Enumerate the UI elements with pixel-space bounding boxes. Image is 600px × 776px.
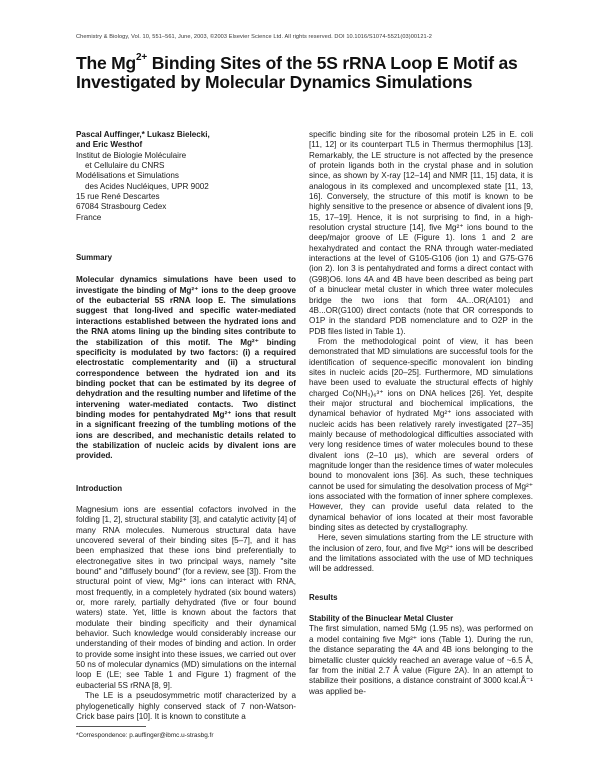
correspondence-footnote: *Correspondence: p.auffinger@ibmc.u-strasbg.fr	[76, 732, 214, 739]
affiliation-line: Institut de Biologie Moléculaire	[76, 150, 187, 160]
results-heading: Results	[309, 592, 338, 602]
affiliation-line: 67084 Strasbourg Cedex	[76, 202, 167, 212]
summary-heading: Summary	[76, 253, 112, 263]
title-superscript: 2+	[136, 52, 148, 64]
right-column	[309, 130, 533, 697]
journal-header: Chemistry & Biology, Vol. 10, 551–561, June, 2003, ©2003 Elsevier Science Ltd. All rights reserved. DOI 10.1016/S1074-5521(03)00121-2	[76, 34, 432, 40]
footnote-divider	[76, 726, 146, 727]
affiliation-line: Modélisations et Simulations	[76, 171, 179, 181]
summary-text: Molecular dynamics simulations have been used to investigate the binding of Mg²⁺ ions to the deep groove of the eubacterial 5S rRNA loop E. The simulations suggest that long-lived and specific water-mediated interactions established between the hydrated ions and the RNA atoms lining up the binding sites contribute to the stabilization of this motif. The Mg²⁺ binding specificity is modulated by two factors: (i) a required electrostatic complementarity and (ii) a structural correspondence between the hydrated ion and its binding pocket that can be estimated by its degree of dehydration and the resulting number and lifetime of the intervening water-mediated contacts. Two distinct binding modes for pentahydrated Mg²⁺ ions that result in a significant freezing of the tumbling motions of the ions are described, and mechanistic details related to the stabilization of nucleic acids by divalent ions are provided.	[76, 275, 296, 461]
results-subheading: Stability of the Binuclear Metal Cluster	[309, 614, 454, 624]
affiliation-line: 15 rue René Descartes	[76, 192, 160, 202]
introduction-section	[76, 484, 296, 723]
introduction-heading: Introduction	[76, 483, 123, 493]
body-paragraph: From the methodological point of view, it has been demonstrated that MD simulations are successful tools for the identification of sequence-specific monovalent ion binding sites in nucleic acids [20–25]. Furthermore, MD simulations have been used to evaluate the structural effects of highly charged Co(NH₃)₆³⁺ ions on DNA helices [26]. Yet, despite their major structural and biochemical implications, the dynamical behavior of hydrated Mg²⁺ ions associated with nucleic acids has been relatively rarely investigated [27–35] mainly because of methodological difficulties associated with very long residence times of water molecules bound to these divalent ions (2–10 µs), which are several orders of magnitude longer than the residence times of water molecules bound to monovalent ions [36]. As such, these techniques cannot be used for simulating the desolvation process of Mg²⁺ ions associated with the formation of inner sphere complexes. However, they can provide useful data related to the dynamical behavior of ions located at their most favorable binding sites as detected by crystallography.	[309, 336, 533, 533]
title-part1: The Mg	[76, 53, 137, 73]
summary-section	[76, 253, 296, 462]
body-paragraph: Here, seven simulations starting from the LE structure with the inclusion of zero, four, and five Mg²⁺ ions will be described and the limitations associated with the use of MD techniques will be addressed.	[309, 533, 533, 574]
body-paragraph: The first simulation, named 5Mg (1.95 ns), was performed on a model containing five Mg²⁺ ions (Table 1). During the run, the distance separating the 4A and 4B ions belonging to the bimetallic cluster quickly reached an average value of ~6.5 Å, far from the initial 2.7 Å value (Figure 2A). In an attempt to stabilize their positions, a distance constraint of 3000 kcal.Å⁻¹ was applied be-	[309, 624, 533, 696]
left-column	[76, 130, 296, 722]
article-title	[76, 54, 546, 92]
title-part2: Binding Sites of the 5S rRNA Loop E Motif as Investigated by Molecular Dynamics Simulations	[76, 53, 518, 92]
introduction-paragraph: The LE is a pseudosymmetric motif characterized by a phylogenetically highly conserved stack of 7 non-Watson-Crick base pairs [10]. It is known to constitute a	[76, 691, 296, 721]
affiliation-line: et Cellulaire du CNRS	[85, 161, 165, 171]
introduction-paragraph: Magnesium ions are essential cofactors involved in the folding [1, 2], structural stability [3], and catalytic activity [4] of many RNA molecules. Numerous structural data have uncovered several of their binding sites [5–7], and it has been emphasized that these ions bind preferentially to electronegative sites in two principal ways, namely "site bound" and "diffusely bound" (for a review, see [3]). From the structural point of view, Mg²⁺ ions can interact with RNA, most frequently, in a completely hydrated (six bound waters) or, more rarely, partially dehydrated (five or four bound waters) state. Yet, little is known about the factors that modulate their binding specificity and their dynamical behavior. Such knowledge would considerably increase our understanding of their modes of binding and action. In order to provide some insight into these issues, we carried out over 50 ns of molecular dynamics (MD) simulations on the internal loop E (LE; see Table 1 and Figure 1) fragment of the eubacterial 5S rRNA [8, 9].	[76, 504, 296, 690]
body-paragraph: specific binding site for the ribosomal protein L25 in E. coli [11, 12] or its counterpart TL5 in Thermus thermophilus [13]. Remarkably, the LE structure is not affected by the presence of protein ligands both in the crystal phase and in solution since, as shown by X-ray [12–14] and NMR [11, 15] data, it is analogous in its complexed and uncomplexed state [11, 13, 16]. Conversely, the structure of this motif is known to be highly sensitive to the presence or absence of divalent ions [9, 15, 17–19]. Hence, it is not surprising to find, in a high-resolution crystal structure [14], five Mg²⁺ ions bound to the deep/major groove of LE (Figure 1). Ions 1 and 2 are hexahydrated and contact the RNA through water-mediated interactions at the level of G105-G106 (ion 1) and G75-G76 (ion 2). Ion 3 is pentahydrated and forms a direct contact with (G98)O6. Ions 4A and 4B have been described as being part of a binuclear metal cluster in which three water molecules bridge the two ions that form 4A...OR(A101) and 4B...OR(G100) direct contacts (note that OR corresponds to O1P in the standard PDB nomenclature and to O2P in the PDB files listed in Table 1).	[309, 130, 533, 336]
author-line: and Eric Westhof	[76, 140, 143, 150]
affiliation	[76, 151, 296, 223]
affiliation-line: des Acides Nucléiques, UPR 9002	[85, 181, 209, 191]
affiliation-line: France	[76, 212, 102, 222]
author-line: Pascal Auffinger,* Lukasz Bielecki,	[76, 130, 210, 139]
author-list	[76, 130, 296, 151]
